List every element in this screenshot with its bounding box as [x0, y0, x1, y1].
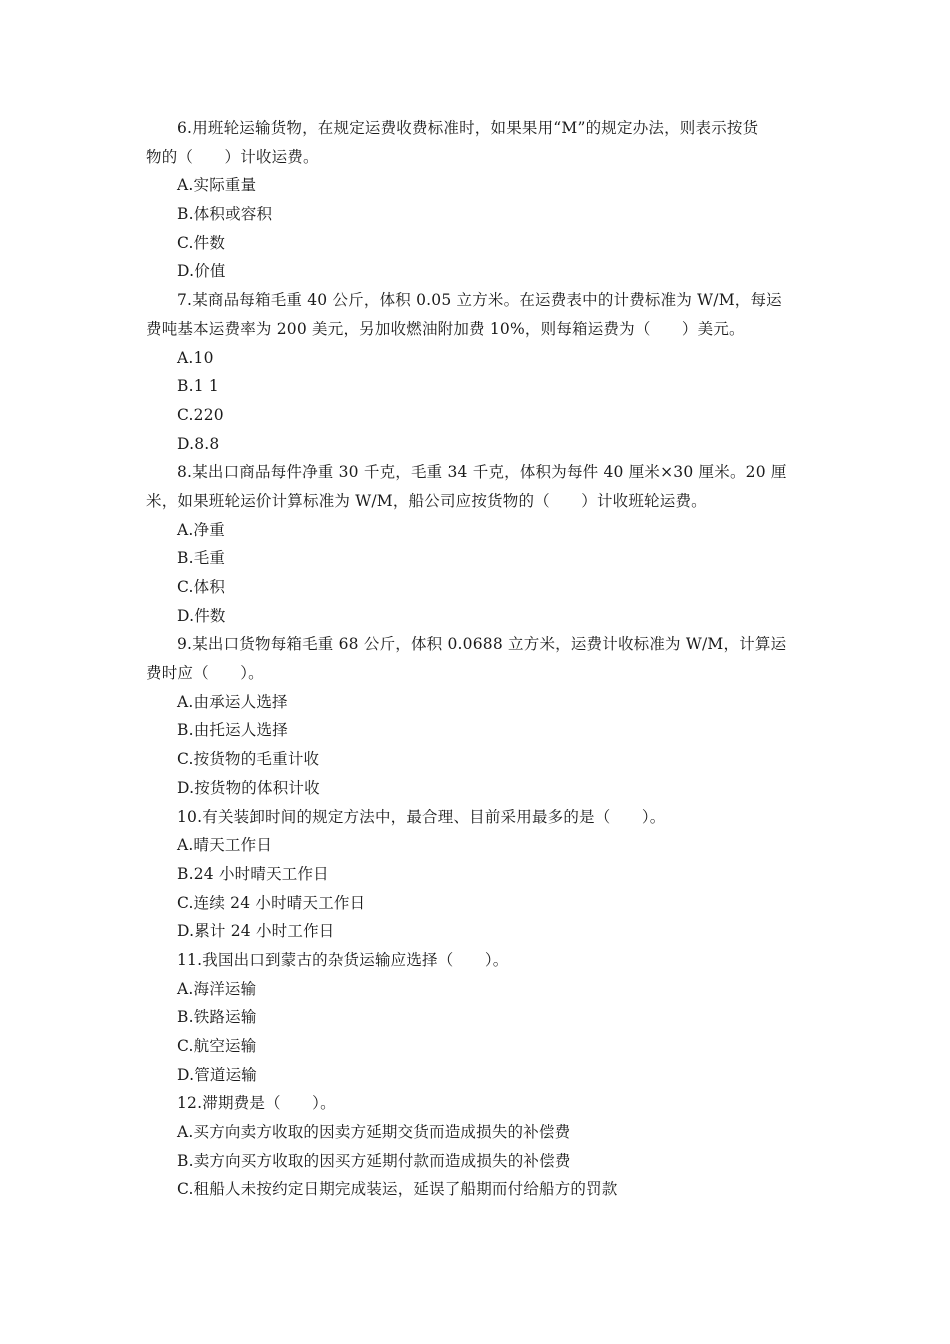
question-block	[146, 946, 806, 1089]
document-page	[146, 114, 806, 1204]
answer-option: D.件数	[177, 606, 226, 625]
answer-option: D.按货物的体积计收	[177, 778, 320, 797]
answer-option: B.毛重	[177, 549, 226, 568]
answer-option: A.买方向卖方收取的因卖方延期交货而造成损失的补偿费	[177, 1123, 571, 1142]
answer-option: D.8.8	[177, 434, 220, 453]
question-stem-line: 10.有关装卸时间的规定方法中，最合理、目前采用最多的是（ ）。	[177, 807, 666, 826]
answer-option: A.实际重量	[177, 176, 257, 195]
answer-option: A.海洋运输	[177, 979, 257, 998]
answer-option: B.铁路运输	[177, 1008, 257, 1027]
question-stem-line: 11.我国出口到蒙古的杂货运输应选择（ ）。	[177, 950, 509, 969]
question-block	[146, 114, 806, 286]
answer-option: A.净重	[177, 520, 225, 539]
answer-option: B.1 1	[177, 377, 219, 396]
answer-option: D.管道运输	[177, 1065, 258, 1084]
question-stem-line: 物的（ ）计收运费。	[146, 147, 319, 166]
answer-option: C.件数	[177, 233, 226, 252]
question-block	[146, 458, 806, 630]
question-stem-line: 9.某出口货物每箱毛重 68 公斤，体积 0.0688 立方米，运费计收标准为 W/M，计算运	[177, 635, 787, 654]
question-stem-line: 6.用班轮运输货物，在规定运费收费标准时，如果果用“M”的规定办法，则表示按货	[177, 119, 759, 137]
answer-option: C.220	[177, 405, 224, 424]
question-list	[146, 114, 806, 1204]
question-block	[146, 286, 806, 458]
answer-option: C.租船人未按约定日期完成装运，延误了船期而付给船方的罚款	[177, 1180, 618, 1199]
answer-option: C.航空运输	[177, 1037, 257, 1055]
answer-option: B.24 小时晴天工作日	[177, 864, 329, 883]
question-stem-line: 费时应（ ）。	[146, 664, 264, 683]
answer-option: D.累计 24 小时工作日	[177, 922, 335, 941]
answer-option: D.价值	[177, 262, 226, 281]
answer-option: A.10	[177, 348, 214, 367]
question-stem-line: 费吨基本运费率为 200 美元，另加收燃油附加费 10%，则每箱运费为（ ）美元。	[146, 319, 745, 338]
question-stem-line: 12.滞期费是（ ）。	[177, 1094, 336, 1113]
answer-option: B.体积或容积	[177, 205, 273, 224]
question-stem-line: 米，如果班轮运价计算标准为 W/M，船公司应按货物的（ ）计收班轮运费。	[146, 491, 707, 510]
question-block	[146, 1089, 806, 1204]
answer-option: C.按货物的毛重计收	[177, 750, 320, 769]
question-stem-line: 8.某出口商品每件净重 30 千克，毛重 34 千克，体积为每件 40 厘米×30 厘米。20 厘	[177, 463, 787, 482]
question-block	[146, 630, 806, 802]
question-block	[146, 803, 806, 946]
answer-option: B.卖方向买方收取的因买方延期付款而造成损失的补偿费	[177, 1151, 571, 1170]
answer-option: C.体积	[177, 578, 226, 596]
answer-option: C.连续 24 小时晴天工作日	[177, 893, 366, 912]
answer-option: A.由承运人选择	[177, 692, 288, 711]
answer-option: A.晴天工作日	[177, 836, 273, 855]
answer-option: B.由托运人选择	[177, 721, 288, 740]
question-stem-line: 7.某商品每箱毛重 40 公斤，体积 0.05 立方米。在运费表中的计费标准为 W/M，每运	[177, 291, 782, 310]
